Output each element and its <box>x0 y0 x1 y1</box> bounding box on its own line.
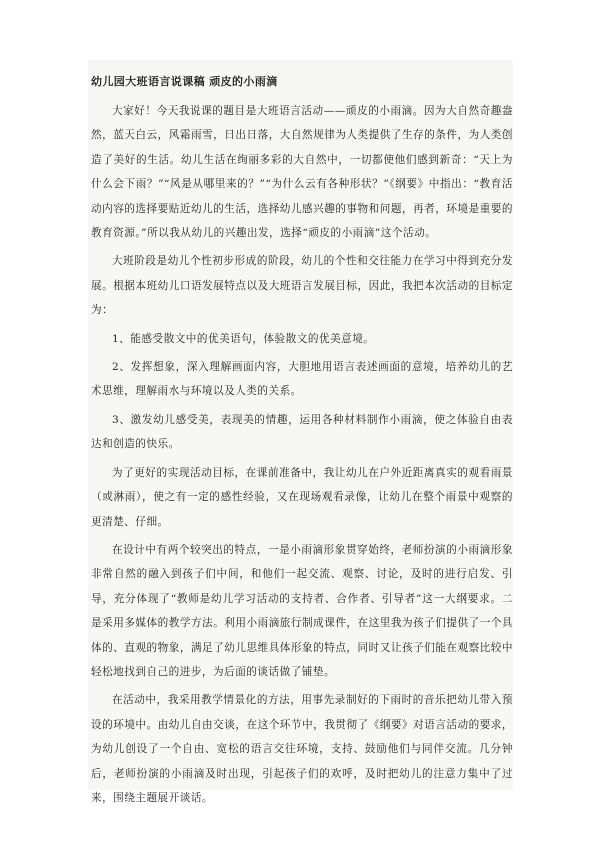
paragraph-activity-process: 在活动中，我采用教学情景化的方法，用事先录制好的下雨时的音乐把幼儿带入预设的环境中。由幼儿自由交谈，在这个环节中，我贯彻了《纲要》对语言活动的要求，为幼儿创设了一个自由、宽松的语言交往环境，支持、鼓励他们与同伴交流。几分钟后，老师扮演的小雨滴及时出现，引起孩子们的欢呼，及时把幼儿的注意力集中了过来，围绕主题展开谈话。 <box>91 694 513 804</box>
document-title: 幼儿园大班语言说课稿 顽皮的小雨滴 <box>91 75 278 88</box>
document-body <box>91 74 513 814</box>
paragraph-goal-2: 2、发挥想象，深入理解画面内容，大胆地用语言表述画面的意境，培养幼儿的艺术思维，理解雨水与环境以及人类的关系。 <box>91 361 513 398</box>
paragraph-design-features: 在设计中有两个较突出的特点，一是小雨滴形象贯穿始终，老师扮演的小雨滴形象非常自然的融入到孩子们中间，和他们一起交流、观察、讨论，及时的进行启发、引导，充分体现了“教师是幼儿学习活动的支持者、合作者、引导者”这一大纲要求。二是采用多媒体的教学方法。利用小雨滴旅行制成课件，在这里我为孩子们提供了一个具体的、直观的物象，满足了幼儿思维具体形象的特点，同时又让孩子们能在观察比较中轻松地找到自己的进步，为后面的谈话做了铺垫。 <box>91 543 513 678</box>
paragraph-preparation: 为了更好的实现活动目标，在课前准备中，我让幼儿在户外近距离真实的观看雨景（或淋雨），使之有一定的感性经验，又在现场观看录像，让幼儿在整个雨景中观察的更清楚、仔细。 <box>91 466 513 528</box>
paragraph-intro: 大家好！今天我说课的题目是大班语言活动——顽皮的小雨滴。因为大自然奇趣盎然，蓝天白云，风霜雨雪，日出日落，大自然规律为人类提供了生存的条件，为人类创造了美好的生活。幼儿生活在绚丽多彩的大自然中，一切都使他们感到新奇：“天上为什么会下雨？”“风是从哪里来的？”“为什么云有各种形状？”《纲要》中指出：“教育活动内容的选择要贴近幼儿的生活，选择幼儿感兴趣的事物和问题，再者，环境是重要的教育资源。”所以我从幼儿的兴趣出发，选择“顽皮的小雨滴”这个活动。 <box>91 105 513 240</box>
paragraph-goals-intro: 大班阶段是幼儿个性初步形成的阶段，幼儿的个性和交往能力在学习中得到充分发展。根据本班幼儿口语发展特点以及大班语言发展目标，因此，我把本次活动的目标定为： <box>91 255 513 317</box>
paragraph-goal-3: 3、激发幼儿感受美，表现美的情趣，运用各种材料制作小雨滴，使之体验自由表达和创造的快乐。 <box>91 413 513 451</box>
paragraph-goal-1: 1、能感受散文中的优美语句，体验散文的优美意境。 <box>112 332 375 345</box>
